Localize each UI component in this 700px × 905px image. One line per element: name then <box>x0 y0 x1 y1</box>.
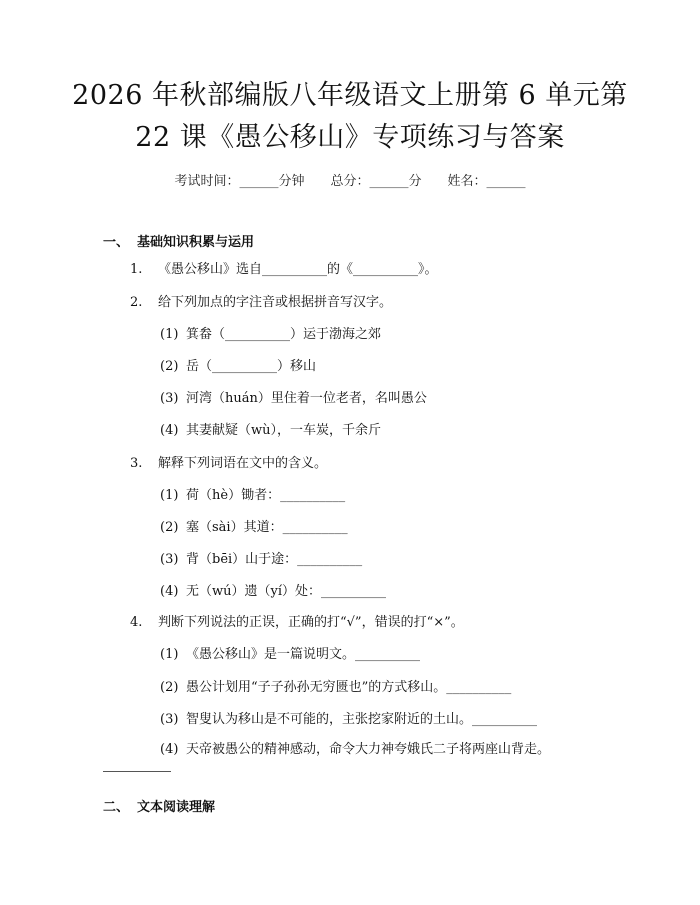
item-text: 无（wú）遗（yí）处：__________ <box>186 584 387 599</box>
item-number: (2) <box>160 359 179 374</box>
total-score-field: 总分：______分 <box>330 174 422 189</box>
item-number: (3) <box>160 712 179 727</box>
item-number: (3) <box>160 391 179 406</box>
section-heading-1 <box>103 231 254 250</box>
question-text: 给下列加点的字注音或根据拼音写汉字。 <box>158 295 393 310</box>
question-3-item-1 <box>160 487 345 505</box>
question-number: 1. <box>130 262 143 277</box>
footnote-divider <box>103 771 171 772</box>
section-heading-2 <box>103 796 215 815</box>
item-number: (2) <box>160 520 179 535</box>
question-2-item-2 <box>160 358 316 376</box>
item-text: 背（bēi）山于途：__________ <box>186 552 363 567</box>
item-number: (1) <box>160 488 179 503</box>
item-text: 塞（sài）其道：__________ <box>186 520 348 535</box>
question-number: 3. <box>130 456 143 471</box>
student-name-field: 姓名：______ <box>447 174 526 189</box>
item-number: (4) <box>160 423 179 438</box>
item-number: (4) <box>160 742 179 757</box>
question-3-item-3 <box>160 551 362 569</box>
item-text: 箕畚（__________）运于渤海之郊 <box>186 327 382 342</box>
item-text: 智叟认为移山是不可能的，主张挖家附近的土山。__________ <box>186 712 538 727</box>
question-2-item-3 <box>160 390 427 408</box>
question-2-item-1 <box>160 326 381 344</box>
question-1 <box>130 261 438 279</box>
item-text: 天帝被愚公的精神感动，命令大力神夸娥氏二子将两座山背走。 <box>186 742 551 757</box>
question-4-item-3 <box>160 711 537 729</box>
section-title: 基础知识积累与运用 <box>137 235 255 250</box>
question-text: 判断下列说法的正误，正确的打“√”，错误的打“×”。 <box>158 615 464 630</box>
section-number: 一、 <box>103 235 130 250</box>
item-text: 愚公计划用“子子孙孙无穷匮也”的方式移山。__________ <box>186 680 512 695</box>
question-4-item-1 <box>160 646 420 664</box>
question-3 <box>130 455 327 473</box>
section-title: 文本阅读理解 <box>137 800 216 815</box>
item-text: 岳（__________）移山 <box>186 359 317 374</box>
item-number: (2) <box>160 680 179 695</box>
question-3-item-2 <box>160 519 348 537</box>
question-4 <box>130 614 464 632</box>
question-4-item-4 <box>160 741 550 759</box>
question-text: 解释下列词语在文中的含义。 <box>158 456 328 471</box>
item-number: (1) <box>160 647 179 662</box>
document-title-line-1: 2026 年秋部编版八年级语文上册第 6 单元第 <box>72 80 628 111</box>
question-text: 《愚公移山》选自__________的《__________》。 <box>158 262 438 277</box>
question-4-item-2 <box>160 679 511 697</box>
item-text: 河湾（huán）里住着一位老者，名叫愚公 <box>186 391 427 406</box>
item-number: (1) <box>160 327 179 342</box>
section-number: 二、 <box>103 800 130 815</box>
item-number: (3) <box>160 552 179 567</box>
item-text: 《愚公移山》是一篇说明文。__________ <box>186 647 421 662</box>
question-2-item-4 <box>160 422 381 440</box>
question-number: 2. <box>130 295 143 310</box>
question-number: 4. <box>130 615 143 630</box>
question-2 <box>130 294 392 312</box>
exam-info <box>0 170 700 189</box>
item-text: 荷（hè）锄者：__________ <box>186 488 346 503</box>
exam-time-field: 考试时间：______分钟 <box>174 174 305 189</box>
document-title-line-2: 22 课《愚公移山》专项练习与答案 <box>135 122 565 153</box>
question-3-item-4 <box>160 583 386 601</box>
item-number: (4) <box>160 584 179 599</box>
item-text: 其妻献疑（wù），一车炭，千余斤 <box>186 423 382 438</box>
